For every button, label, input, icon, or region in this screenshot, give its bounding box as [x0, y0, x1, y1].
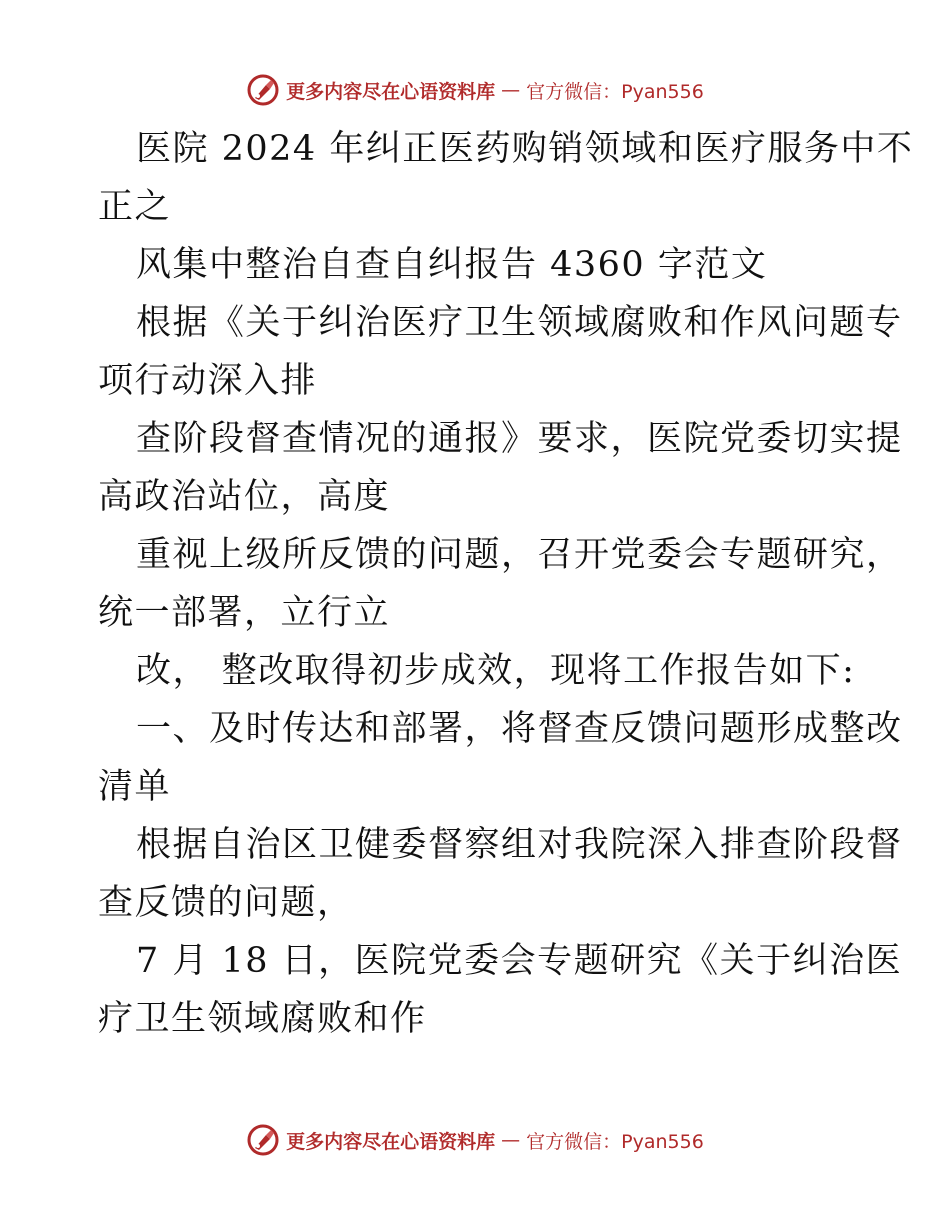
doc-line: 风集中整治自查自纠报告 4360 字范文 — [136, 245, 768, 285]
header-banner — [0, 70, 950, 110]
doc-line: 重视上级所反馈的问题，召开党委会专题研究， — [136, 535, 903, 575]
banner-text: 更多内容尽在心语资料库 — [286, 80, 496, 103]
footer-banner — [0, 1120, 950, 1160]
doc-line: 根据《关于纠治医疗卫生领域腐败和作风问题专 — [136, 303, 903, 343]
pen-nib-logo-icon — [246, 73, 280, 107]
doc-line: 高政治站位，高度 — [98, 477, 391, 517]
banner-separator: — — [501, 1129, 521, 1151]
doc-line: 项行动深入排 — [98, 361, 318, 401]
doc-line: 改， 整改取得初步成效，现将工作报告如下: — [136, 651, 856, 691]
doc-line: 根据自治区卫健委督察组对我院深入排查阶段督 — [136, 825, 903, 865]
doc-line: 统一部署，立行立 — [98, 593, 391, 633]
banner-contact: 官方微信：Pyan556 — [526, 80, 704, 103]
doc-line: 查阶段督查情况的通报》要求，医院党委切实提 — [136, 419, 903, 459]
banner-contact: 官方微信：Pyan556 — [526, 1130, 704, 1153]
doc-line: 正之 — [98, 187, 172, 227]
document-body — [98, 120, 914, 1048]
doc-line: 7 月 18 日，医院党委会专题研究《关于纠治医 — [136, 941, 903, 981]
doc-line: 一、及时传达和部署，将督查反馈问题形成整改 — [136, 709, 903, 749]
doc-line: 医院 2024 年纠正医药购销领域和医疗服务中不 — [136, 129, 914, 169]
pen-nib-logo-icon — [246, 1123, 280, 1157]
doc-line: 疗卫生领域腐败和作 — [98, 999, 427, 1039]
banner-separator: — — [501, 79, 521, 101]
banner-text: 更多内容尽在心语资料库 — [286, 1130, 496, 1153]
doc-line: 清单 — [98, 767, 172, 807]
doc-line: 查反馈的问题， — [98, 883, 354, 923]
